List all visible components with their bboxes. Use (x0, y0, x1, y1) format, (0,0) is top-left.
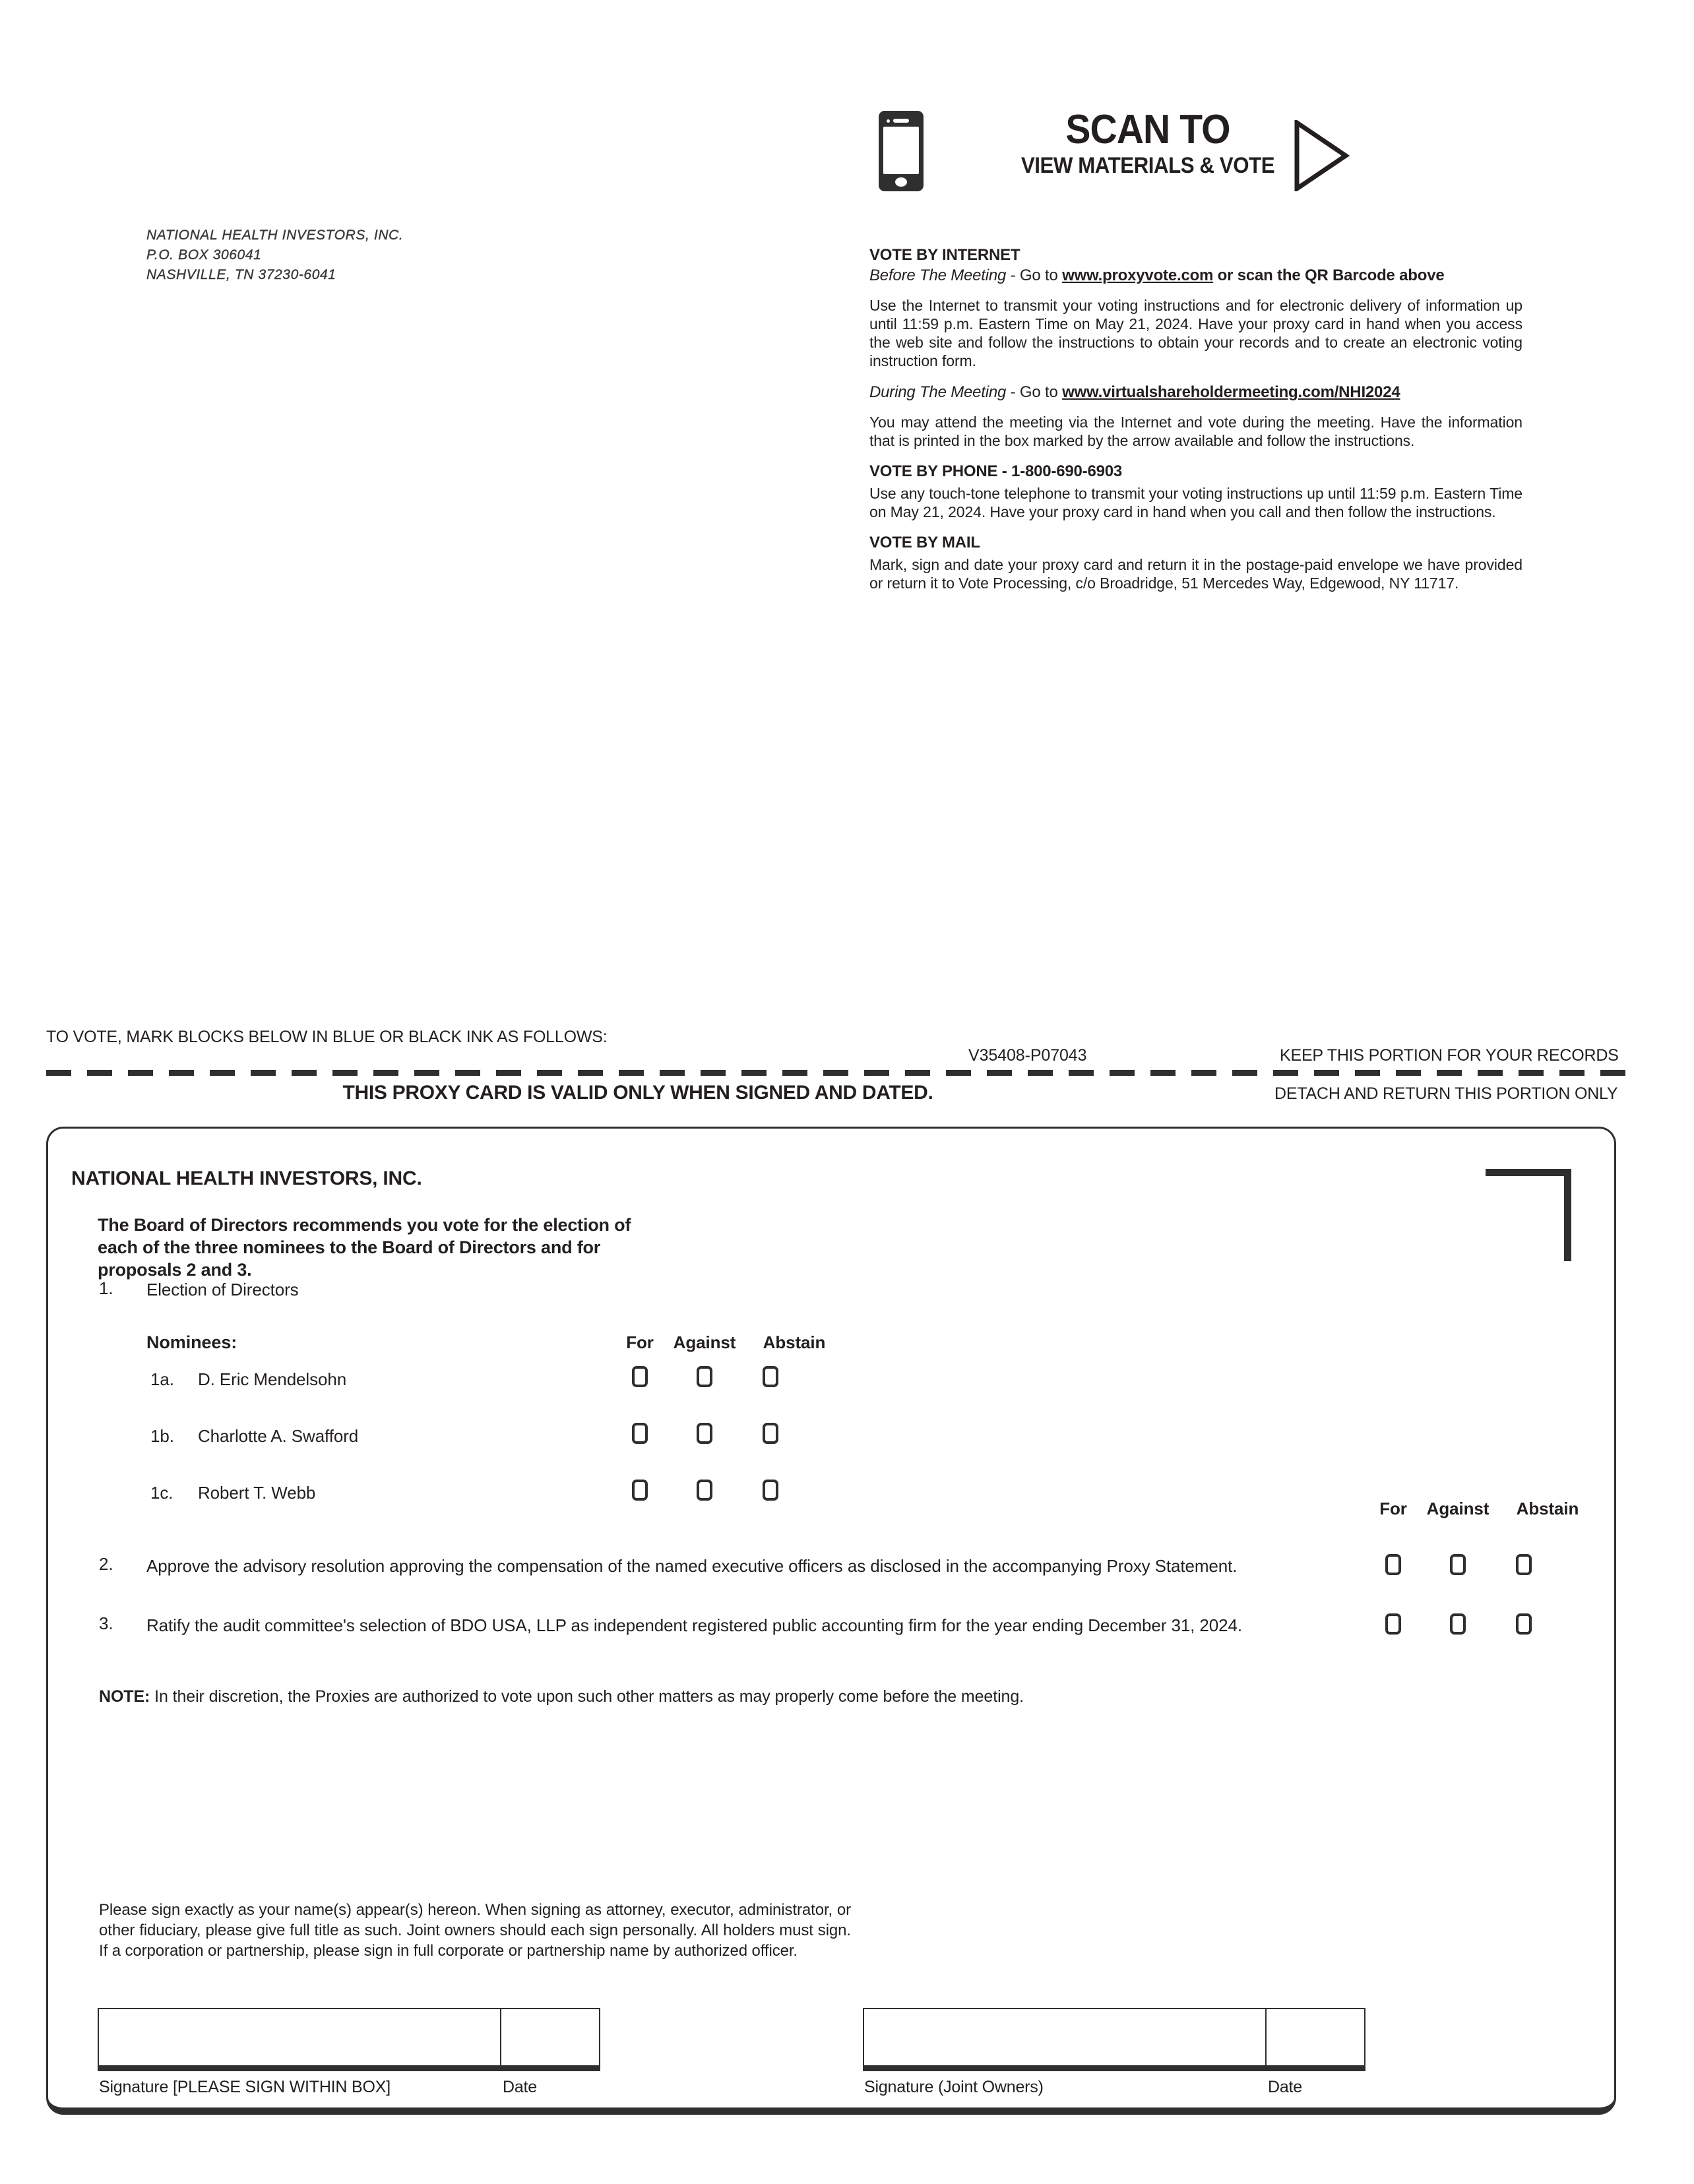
vote-by-mail-body: Mark, sign and date your proxy card and return it in the postage-paid envelope we have provided or return it to Vote Processing, c/o Broadridge, 51 Mercedes Way, Edgewood, NY 11717. (869, 556, 1522, 592)
vote-box-1c-for[interactable] (632, 1480, 648, 1501)
vote-by-phone-body: Use any touch-tone telephone to transmit your voting instructions up until 11:59 p.m. Eastern Time on May 21, 2024. Have your proxy card in hand when you call and then follow the instructions. (869, 485, 1522, 520)
vote-during-meeting-line (869, 382, 1522, 402)
item-1-number: 1. (99, 1278, 113, 1298)
mobile-phone-icon (879, 111, 924, 191)
nominee-1c-id: 1c. (150, 1483, 173, 1503)
nominee-1c-name: Robert T. Webb (198, 1483, 316, 1503)
vote-box-1a-against[interactable] (697, 1366, 712, 1387)
vote-by-phone-heading: VOTE BY PHONE - 1-800-690-6903 (869, 462, 1123, 480)
vote-box-3-for[interactable] (1385, 1613, 1401, 1635)
virtual-shareholder-meeting-url-link[interactable]: www.virtualshareholdermeeting.com/NHI2024 (1062, 383, 1400, 401)
nominee-1a-name: D. Eric Mendelsohn (198, 1369, 347, 1389)
note-label: NOTE: (99, 1687, 150, 1706)
proposal-column-header-for: For (1379, 1499, 1407, 1518)
nominees-label: Nominees: (146, 1332, 237, 1352)
vote-box-2-against[interactable] (1450, 1554, 1466, 1575)
table-row (0, 1369, 1694, 1400)
nominee-1a-id: 1a. (150, 1369, 174, 1389)
item-3-text: Ratify the audit committee's selection of BDO USA, LLP as independent registered public accounting firm for the year ending December 31, 2024. (146, 1615, 1242, 1635)
nominee-column-header-against: Against (673, 1332, 736, 1352)
before-meeting-dash: - Go to (1006, 266, 1063, 284)
voting-instructions-block (869, 245, 1522, 592)
vote-box-1b-for[interactable] (632, 1423, 648, 1444)
vote-by-internet-before-body: Use the Internet to transmit your voting instructions and for electronic delivery of information up until 11:59 p.m. Eastern Time on May 21, 2024. Have your proxy card in hand when you access the web site and follow the instructions to obtain your records and to create an electronic voting instruction form. (869, 297, 1522, 369)
signature-box-joint[interactable] (863, 2008, 1365, 2071)
proposal-column-header-against: Against (1426, 1499, 1490, 1518)
vote-box-1c-abstain[interactable] (763, 1480, 778, 1501)
signature-primary-label: Signature [PLEASE SIGN WITHIN BOX] (99, 2078, 391, 2096)
scan-to-text-group (1006, 109, 1290, 178)
vote-before-meeting-line (869, 265, 1522, 286)
card-company-name: NATIONAL HEALTH INVESTORS, INC. (71, 1168, 422, 1189)
item-2-number: 2. (99, 1554, 113, 1574)
vote-box-3-against[interactable] (1450, 1613, 1466, 1635)
item-2-text: Approve the advisory resolution approving the compensation of the named executive officers as disclosed in the accompanying Proxy Statement. (146, 1556, 1238, 1576)
nominee-column-header-abstain: Abstain (763, 1332, 826, 1352)
during-meeting-label: During The Meeting (869, 383, 1007, 401)
vote-by-internet-heading: VOTE BY INTERNET (869, 246, 1020, 264)
signature-primary-date-label: Date (503, 2078, 538, 2096)
mailing-address-line-3: NASHVILLE, TN 37230-6041 (146, 267, 336, 282)
proxy-note (99, 1686, 1352, 1707)
mailing-address-block (146, 226, 403, 285)
phone-speaker-detail (893, 119, 909, 123)
triangle-right-icon (1293, 120, 1350, 195)
phone-screen-detail (883, 127, 919, 174)
signature-box-primary[interactable] (98, 2008, 600, 2071)
before-meeting-tail: or scan the QR Barcode above (1213, 266, 1445, 284)
detach-perforation-line (46, 1070, 1632, 1076)
scan-to-subtitle: VIEW MATERIALS & VOTE (1020, 153, 1275, 178)
vote-box-1c-against[interactable] (697, 1480, 712, 1501)
control-number-corner-bracket (1486, 1169, 1571, 1261)
vote-box-2-abstain[interactable] (1516, 1554, 1532, 1575)
signature-instructions: Please sign exactly as your name(s) appear(s) hereon. When signing as attorney, executor, administrator, or other fiduciary, please give full title as such. Joint owners should each sign personally. All holders must sign. If a corporation or partnership, please sign in full corporate or partnership name by authorized officer. (99, 1901, 851, 1960)
vote-box-1a-abstain[interactable] (763, 1366, 778, 1387)
scan-to-title: SCAN TO (1065, 107, 1230, 152)
mark-blocks-instruction: TO VOTE, MARK BLOCKS BELOW IN BLUE OR BLACK INK AS FOLLOWS: (46, 1028, 608, 1046)
scan-to-vote-banner (877, 106, 1365, 198)
item-1-title: Election of Directors (146, 1280, 299, 1299)
vote-box-1a-for[interactable] (632, 1366, 648, 1387)
valid-only-when-signed-notice: THIS PROXY CARD IS VALID ONLY WHEN SIGNED AND DATED. (342, 1082, 933, 1104)
item-3-number: 3. (99, 1613, 113, 1633)
vote-box-2-for[interactable] (1385, 1554, 1401, 1575)
nominee-1b-name: Charlotte A. Swafford (198, 1426, 359, 1446)
keep-portion-label: KEEP THIS PORTION FOR YOUR RECORDS (1280, 1046, 1619, 1065)
signature-joint-date-label: Date (1268, 2078, 1303, 2096)
mailing-address-line-1: NATIONAL HEALTH INVESTORS, INC. (146, 228, 404, 243)
control-number: V35408-P07043 (968, 1046, 1087, 1065)
vote-by-mail-heading: VOTE BY MAIL (869, 534, 980, 551)
before-meeting-label: Before The Meeting (869, 266, 1007, 284)
vote-box-1b-against[interactable] (697, 1423, 712, 1444)
spacer-3 (869, 521, 1522, 533)
nominee-1b-id: 1b. (150, 1426, 174, 1446)
spacer-2 (869, 450, 1522, 462)
signature-date-divider-joint (1265, 2009, 1267, 2065)
vote-box-3-abstain[interactable] (1516, 1613, 1532, 1635)
note-text: In their discretion, the Proxies are authorized to vote upon such other matters as may properly come before the meeting. (150, 1687, 1024, 1706)
phone-home-button-detail (895, 177, 907, 187)
during-meeting-dash: - Go to (1006, 383, 1063, 401)
proposal-column-header-abstain: Abstain (1516, 1499, 1579, 1518)
vote-box-1b-abstain[interactable] (763, 1423, 778, 1444)
detach-portion-label: DETACH AND RETURN THIS PORTION ONLY (1274, 1084, 1618, 1103)
vote-by-internet-during-body: You may attend the meeting via the Internet and vote during the meeting. Have the information that is printed in the box marked by the arrow available and follow the instructions. (869, 414, 1522, 449)
proxyvote-url-link[interactable]: www.proxyvote.com (1062, 266, 1214, 284)
table-row (0, 1426, 1694, 1456)
mailing-address-line-2: P.O. BOX 306041 (146, 247, 262, 263)
nominee-column-header-for: For (626, 1332, 654, 1352)
board-recommendation-text: The Board of Directors recommends you vote for the election of each of the three nominees to the Board of Directors and for proposals 2 and 3. (98, 1215, 631, 1280)
signature-date-divider (500, 2009, 501, 2065)
spacer-1 (869, 370, 1522, 382)
signature-joint-label: Signature (Joint Owners) (864, 2078, 1044, 2096)
